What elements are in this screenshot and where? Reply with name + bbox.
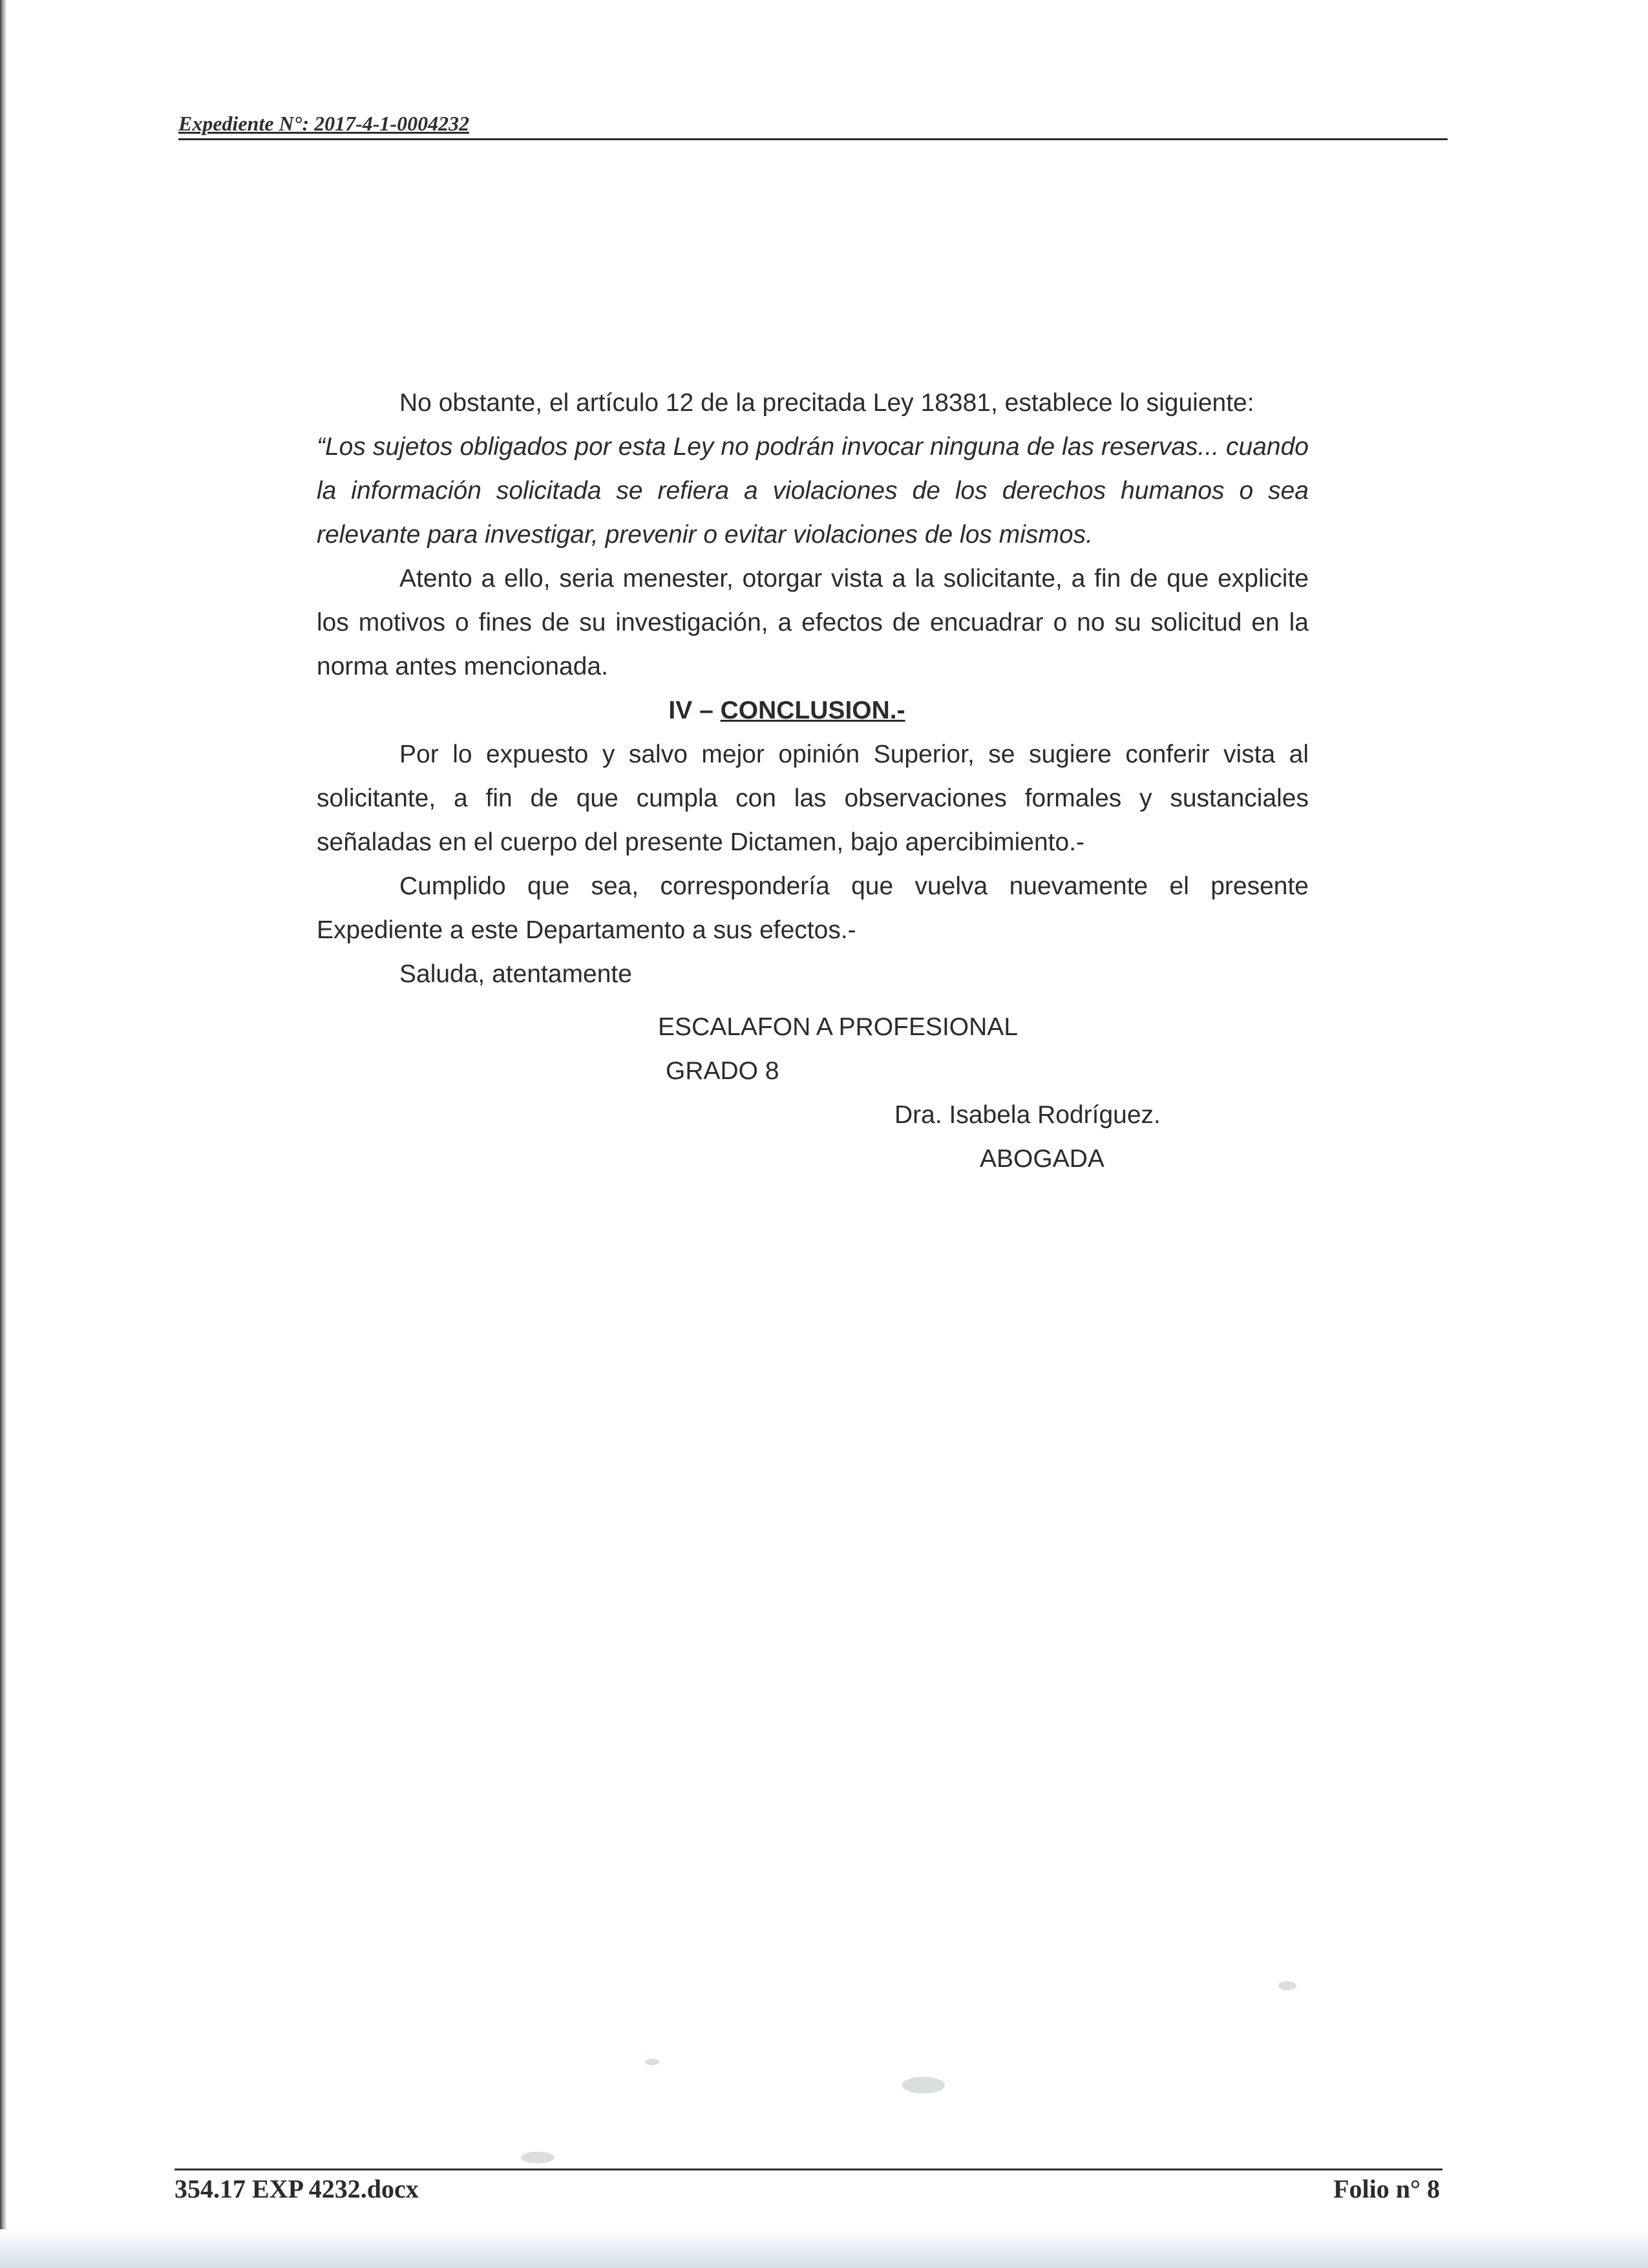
- footer-folio: Folio n° 8: [1333, 2174, 1440, 2203]
- page-header: [178, 107, 1448, 140]
- section-number: IV –: [668, 697, 713, 724]
- signatory-name: Dra. Isabela Rodríguez.: [894, 1101, 1161, 1129]
- scan-edge: [0, 0, 6, 2268]
- scan-speck: [645, 2059, 659, 2065]
- section-title: CONCLUSION.-: [720, 697, 905, 724]
- closing-salutation: Saluda, atentamente: [399, 960, 632, 988]
- escalafon-label: ESCALAFON A PROFESIONAL: [658, 1013, 1019, 1041]
- document-body: [317, 381, 1309, 996]
- grado-label: GRADO 8: [666, 1057, 779, 1085]
- law-quote: “Los sujetos obligados por esta Ley no podrán invocar ninguna de las reservas... cuando la información solicitada se refiera a violaciones de los derechos humanos o sea relevante para investigar, prevenir o evitar violaciones de los mismos.: [317, 433, 1309, 549]
- footer-rule: [174, 2168, 1442, 2170]
- paragraph-conclusion: Por lo expuesto y salvo mejor opinión Superior, se sugiere conferir vista al solicitante, a fin de que cumpla con las observaciones formales y sustanciales señaladas en el cuerpo del presente Dictamen, bajo apercibimiento.-: [317, 740, 1309, 856]
- paragraph-atento: Atento a ello, seria menester, otorgar vista a la solicitante, a fin de que explicite los motivos o fines de su investigación, a efectos de encuadrar o no su solicitud en la norma antes mencionada.: [317, 565, 1309, 680]
- scan-edge: [0, 2229, 1648, 2268]
- paragraph-cumplido: Cumplido que sea, correspondería que vuelva nuevamente el presente Expediente a este Departamento a sus efectos.-: [317, 872, 1309, 944]
- expediente-number: Expediente N°: 2017-4-1-0004232: [178, 112, 470, 135]
- section-heading: [317, 689, 1309, 733]
- scan-speck: [521, 2152, 555, 2163]
- signatory-title: ABOGADA: [980, 1145, 1104, 1173]
- footer-filename: 354.17 EXP 4232.docx: [174, 2174, 419, 2203]
- scan-speck: [902, 2077, 945, 2094]
- paragraph-article-12: No obstante, el artículo 12 de la precitada Ley 18381, establece lo siguiente:: [399, 389, 1254, 417]
- scan-speck: [1278, 1981, 1296, 1990]
